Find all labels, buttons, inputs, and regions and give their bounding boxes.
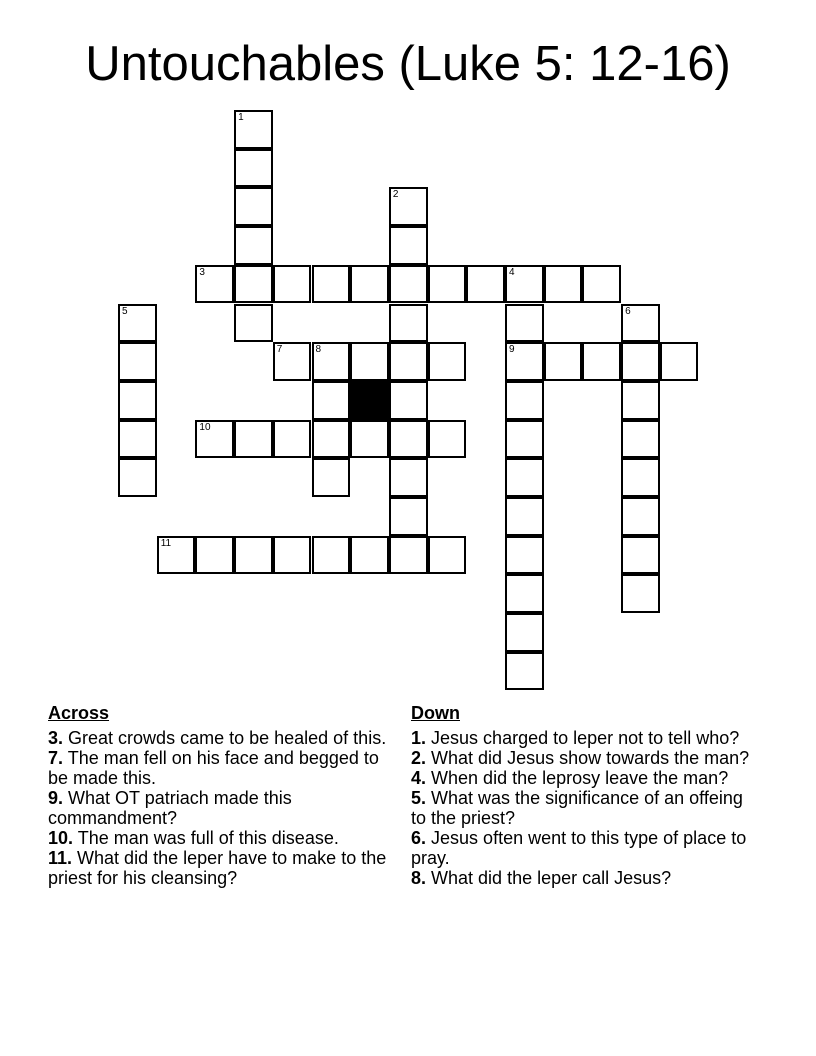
clue-text: Jesus charged to leper not to tell who? [431, 728, 740, 748]
grid-cell[interactable] [312, 458, 351, 497]
grid-cell[interactable] [505, 613, 544, 652]
clue-number-label: 11 [160, 537, 172, 549]
grid-cell[interactable] [118, 458, 157, 497]
clue-down-8 [411, 868, 751, 888]
grid-cell[interactable] [234, 420, 273, 459]
grid-cell[interactable] [389, 304, 428, 343]
grid-cell[interactable] [234, 110, 273, 149]
clue-across-10 [48, 828, 388, 848]
clue-text: Jesus often went to this type of place to pray. [411, 828, 747, 868]
clue-number: 7. [48, 748, 64, 768]
grid-cell[interactable] [505, 265, 544, 304]
grid-cell[interactable] [389, 458, 428, 497]
grid-cell[interactable] [428, 342, 467, 381]
clue-number-label: 9 [509, 344, 515, 356]
across-clues [48, 702, 388, 888]
grid-cell[interactable] [389, 420, 428, 459]
grid-cell[interactable] [350, 342, 389, 381]
grid-cell[interactable] [505, 381, 544, 420]
grid-cell[interactable] [505, 652, 544, 691]
clue-number: 3. [48, 728, 64, 748]
clue-number: 6. [411, 828, 427, 848]
clue-number-label: 7 [276, 344, 283, 356]
clue-number-label: 4 [509, 266, 515, 278]
clue-down-1 [411, 728, 751, 748]
grid-cell[interactable] [312, 381, 351, 420]
grid-cell[interactable] [195, 265, 234, 304]
grid-cell[interactable] [466, 265, 505, 304]
grid-cell[interactable] [621, 458, 660, 497]
clue-number-label: 6 [625, 305, 631, 317]
grid-cell[interactable] [234, 149, 273, 188]
grid-cell[interactable] [505, 420, 544, 459]
clue-down-2 [411, 748, 751, 768]
grid-cell[interactable] [544, 342, 583, 381]
clue-number: 2. [411, 748, 427, 768]
grid-cell[interactable] [621, 304, 660, 343]
clue-number: 8. [411, 868, 427, 888]
clue-number-label: 1 [238, 112, 244, 123]
clue-across-7 [48, 748, 388, 788]
grid-cell[interactable] [389, 381, 428, 420]
grid-cell[interactable] [389, 226, 428, 265]
clue-text: When did the leprosy leave the man? [431, 768, 729, 788]
grid-cell[interactable] [621, 381, 660, 420]
down-heading: Down [411, 703, 460, 723]
grid-cell[interactable] [505, 536, 544, 575]
grid-cell[interactable] [234, 226, 273, 265]
clue-text: What OT patriach made this commandment? [48, 788, 292, 828]
clue-text: The man fell on his face and begged to be made this. [48, 748, 379, 788]
grid-cell[interactable] [234, 536, 273, 575]
grid-cell[interactable] [118, 342, 157, 381]
grid-cell[interactable] [312, 342, 351, 381]
clue-text: What did the leper call Jesus? [431, 868, 672, 888]
grid-cell[interactable] [389, 536, 428, 575]
grid-cell[interactable] [389, 187, 428, 226]
clue-number-label: 10 [199, 421, 211, 433]
grid-cell[interactable] [505, 497, 544, 536]
grid-cell[interactable] [428, 265, 467, 304]
clue-across-3 [48, 728, 388, 748]
grid-cell[interactable] [118, 304, 157, 343]
grid-cell[interactable] [118, 381, 157, 420]
grid-cell[interactable] [544, 265, 583, 304]
grid-cell[interactable] [621, 342, 660, 381]
clue-across-9 [48, 788, 388, 828]
clue-text: What did the leper have to make to the priest for his cleansing? [48, 848, 387, 888]
clue-number: 5. [411, 788, 427, 808]
grid-cell[interactable] [273, 265, 312, 304]
grid-cell[interactable] [621, 420, 660, 459]
grid-cell[interactable] [505, 458, 544, 497]
puzzle-title: Untouchables (Luke 5: 12-16) [85, 37, 731, 91]
clue-text: Great crowds came to be healed of this. [68, 728, 387, 748]
grid-cell[interactable] [195, 536, 234, 575]
grid-cell[interactable] [505, 342, 544, 381]
grid-cell[interactable] [505, 304, 544, 343]
clue-across-11 [48, 848, 388, 888]
grid-cell[interactable] [582, 265, 621, 304]
clue-text: The man was full of this disease. [77, 828, 339, 848]
grid-cell[interactable] [350, 536, 389, 575]
grid-cell[interactable] [312, 265, 351, 304]
grid-cell[interactable] [621, 497, 660, 536]
grid-cell[interactable] [273, 536, 312, 575]
grid-cell[interactable] [312, 536, 351, 575]
down-clues [411, 702, 751, 888]
clue-text: What did Jesus show towards the man? [431, 748, 750, 768]
grid-cell[interactable] [582, 342, 621, 381]
grid-cell[interactable] [234, 187, 273, 226]
grid-cell[interactable] [273, 342, 312, 381]
grid-cell[interactable] [428, 536, 467, 575]
clue-number-label: 8 [315, 344, 322, 356]
grid-cell[interactable] [195, 420, 234, 459]
clue-number-label: 3 [199, 266, 205, 278]
grid-cell[interactable] [157, 536, 196, 575]
clue-number: 4. [411, 768, 427, 788]
clue-down-4 [411, 768, 751, 788]
across-heading: Across [48, 703, 110, 723]
grid-cell[interactable] [350, 420, 389, 459]
grid-cell[interactable] [389, 342, 428, 381]
grid-cell[interactable] [621, 536, 660, 575]
grid-cell[interactable] [234, 265, 273, 304]
grid-cell[interactable] [350, 265, 389, 304]
grid-cell[interactable] [428, 420, 467, 459]
grid-cell[interactable] [312, 420, 351, 459]
grid-cell[interactable] [118, 420, 157, 459]
grid-cell[interactable] [505, 574, 544, 613]
grid-cell[interactable] [621, 574, 660, 613]
clue-number: 9. [48, 788, 64, 808]
grid-cell[interactable] [660, 342, 699, 381]
grid-cell[interactable] [234, 304, 273, 343]
clue-text: What was the significance of an offeing to the priest? [411, 788, 743, 828]
clue-down-5 [411, 788, 751, 828]
clue-number-label: 2 [392, 189, 399, 201]
grid-cell[interactable] [273, 420, 312, 459]
grid-cell[interactable] [389, 265, 428, 304]
clue-down-6 [411, 828, 751, 868]
grid-block-cell [350, 381, 389, 420]
clue-number: 10. [48, 828, 74, 848]
clue-number: 1. [411, 728, 427, 748]
grid-cell[interactable] [389, 497, 428, 536]
clue-number-label: 5 [122, 305, 128, 317]
clue-number: 11. [48, 848, 73, 868]
